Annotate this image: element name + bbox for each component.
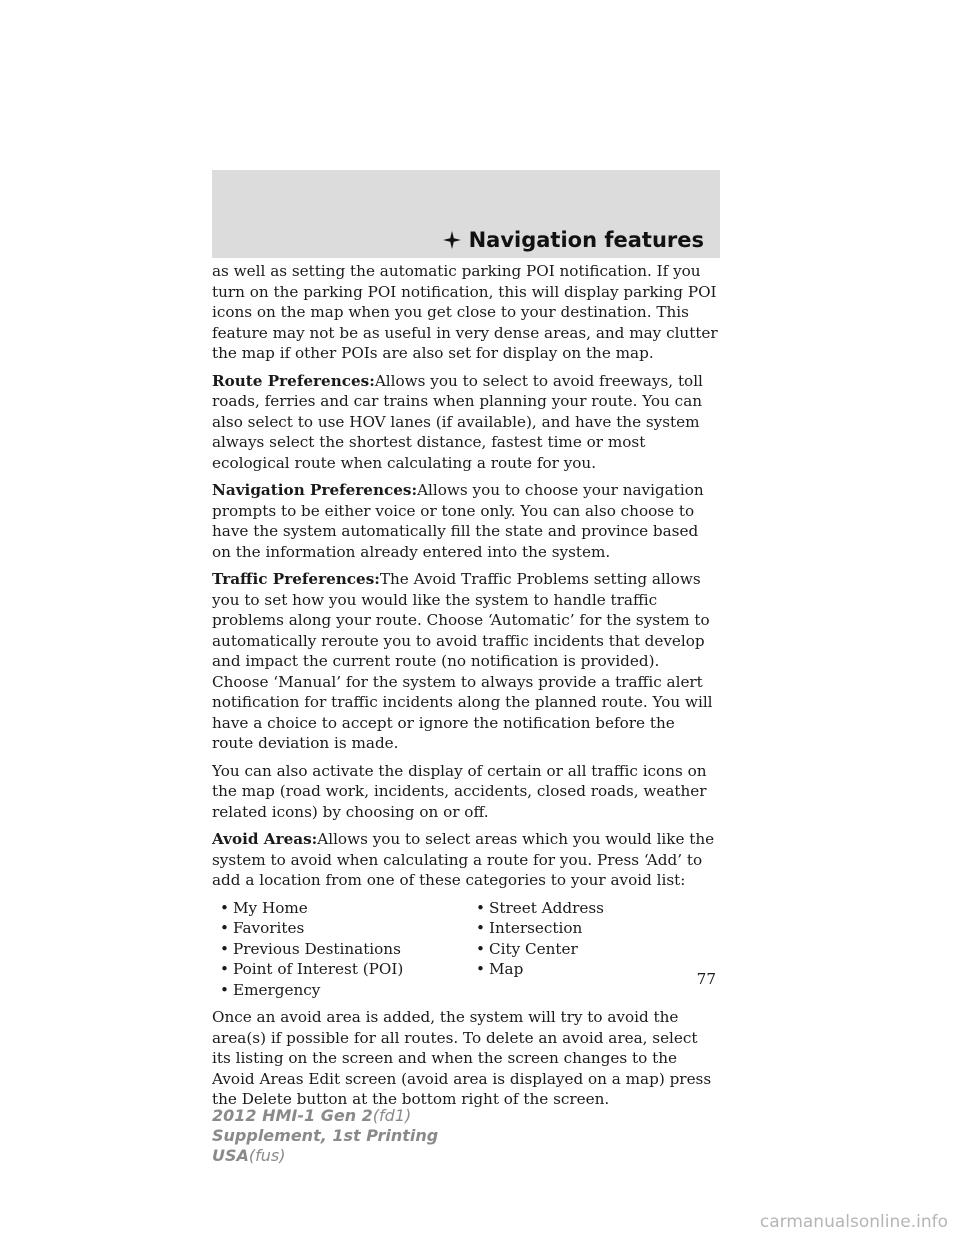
traffic-preferences-text: The Avoid Traffic Problems setting allows you to set how you would like the system to handle traffic problems along your route. Choose ‘Automatic’ for the system to automatically reroute you to avoid traffic incidents that develop and impact the current route (no notification is provided). Choose ‘Manual’ for the system to always provide a traffic alert notification for traffic incidents along the planned route. You will have a choice to accept or ignore the notification before the route deviation is made. [212, 570, 713, 752]
page-body [212, 261, 720, 1117]
four-point-star-icon [443, 231, 461, 249]
list-item: • Point of Interest (POI) [220, 960, 404, 978]
route-preferences-text: Allows you to select to avoid freeways, toll roads, ferries and car trains when planning your route. You can also select to use HOV lanes (if available), and have the system always select the shortest distance, fastest time or most ecological route when calculating a route for you. [212, 371, 703, 472]
list-item: • Intersection [476, 919, 583, 937]
page-number: 77 [696, 970, 716, 988]
list-item: • City Center [476, 939, 578, 958]
bullet-icon: • [220, 980, 229, 999]
navigation-preferences-term: Navigation Preferences: [212, 481, 418, 499]
traffic-preferences-paragraph [212, 569, 720, 754]
footer-line-1: 2012 HMI-1 Gen 2(fd1) [212, 1106, 412, 1125]
bullet-icon: • [476, 939, 485, 958]
bullet-icon: • [220, 919, 229, 937]
bullet-icon: • [476, 898, 485, 917]
watermark: carmanualsonline.info [759, 1212, 948, 1232]
list-item: • Map [476, 960, 524, 978]
list-item: • My Home [220, 898, 308, 917]
section-title-text: Navigation features [468, 228, 704, 252]
section-title [443, 228, 704, 252]
closing-paragraph: Once an avoid area is added, the system will try to avoid the area(s) if possible for all routes. To delete an avoid area, select its listing on the screen and when the screen changes to the Avoid Areas Edit screen (avoid area is displayed on a map) press the Delete button at the bottom right of the screen. [212, 1008, 712, 1108]
list-item: • Street Address [476, 898, 604, 917]
traffic-preferences-term: Traffic Preferences: [212, 570, 380, 588]
traffic-icons-paragraph: You can also activate the display of certain or all traffic icons on the map (road work, incidents, accidents, closed roads, weather related icons) by choosing on or off. [212, 761, 707, 821]
avoid-areas-paragraph [212, 829, 720, 891]
avoid-categories-list [212, 898, 720, 1001]
route-preferences-paragraph [212, 371, 720, 474]
intro-paragraph: as well as setting the automatic parking POI notification. If you turn on the parking POI notification, this will display parking POI icons on the map when you get close to your destination. This feature may not be as useful in very dense areas, and may clutter the map if other POIs are also set for display on the map. [212, 262, 718, 362]
footer-line-2: Supplement, 1st Printing [212, 1126, 439, 1145]
bullet-icon: • [220, 960, 229, 978]
footer-line-3: USA(fus) [212, 1146, 286, 1165]
avoid-areas-term: Avoid Areas: [212, 830, 318, 848]
route-preferences-term: Route Preferences: [212, 371, 375, 390]
print-footer [212, 1106, 438, 1166]
avoid-areas-text: Allows you to select areas which you would like the system to avoid when calculating a route for you. Press ‘Add’ to add a location from one of these categories to your avoid list: [212, 830, 715, 889]
navigation-preferences-text: Allows you to choose your navigation prompts to be either voice or tone only. You can also choose to have the system automatically fill the state and province based on the information already entered into the system. [212, 481, 704, 561]
list-item: • Previous Destinations [220, 939, 401, 958]
bullet-icon: • [220, 939, 229, 958]
bullet-icon: • [476, 960, 485, 978]
list-item: • Favorites [220, 919, 305, 937]
bullet-icon: • [476, 919, 485, 937]
navigation-preferences-paragraph [212, 480, 720, 562]
list-item: • Emergency [220, 980, 321, 999]
section-header-band [212, 170, 720, 258]
bullet-icon: • [220, 898, 229, 917]
